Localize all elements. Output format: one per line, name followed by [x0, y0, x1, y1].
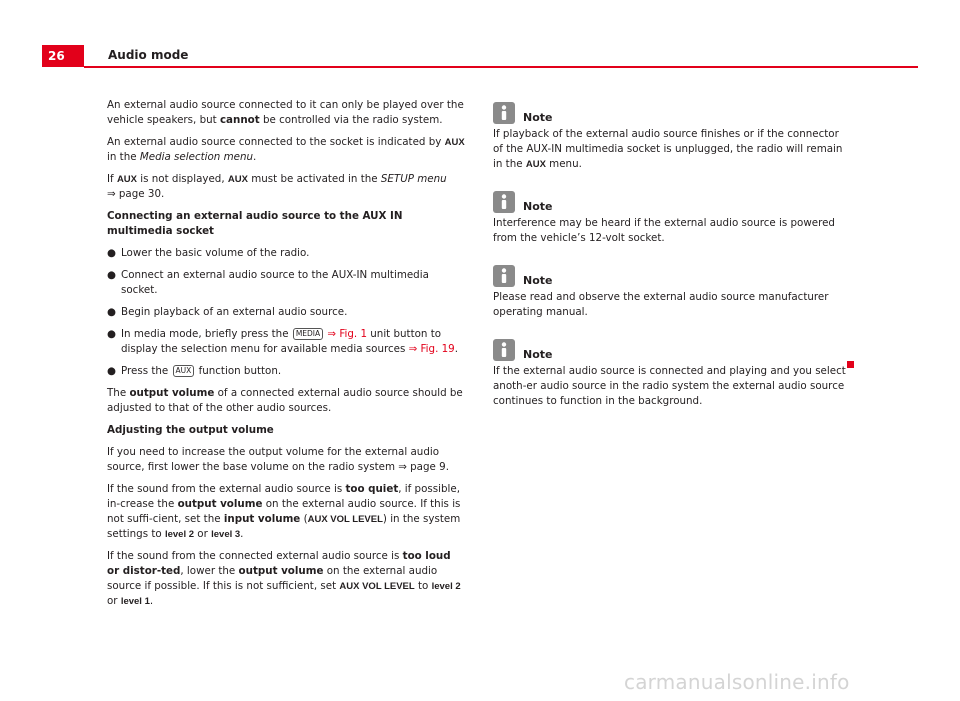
left-column [107, 98, 465, 616]
header-rule [84, 66, 918, 68]
paragraph-setup: If AUX is not displayed, AUX must be activated in the SETUP menu ⇒ page 30. [107, 173, 447, 200]
section-end-marker [847, 361, 854, 368]
section-title: Audio mode [108, 48, 189, 62]
info-icon [493, 339, 515, 361]
page-number: 26 [42, 45, 84, 67]
paragraph-too-quiet: If the sound from the external audio source is too quiet, if possible, in-crease the output volume on the external audio source. If this is not suffi-cient, set the input volume (AUX VOL LEVEL) in the system settings to level 2 or level 3. [107, 483, 461, 540]
note-text: Interference may be heard if the external audio source is powered from the vehicle’s 12-volt socket. [493, 217, 835, 244]
note-text: If playback of the external audio source finishes or if the connector of the AUX-IN multimedia socket is unplugged, the radio will remain in the AUX menu. [493, 128, 843, 170]
media-key: MEDIA [293, 328, 323, 340]
paragraph-increase: If you need to increase the output volume for the external audio source, first lower the base volume on the radio system ⇒ page 9. [107, 446, 449, 473]
fig-19-link[interactable]: ⇒ Fig. 19 [408, 343, 455, 355]
right-column [493, 101, 848, 427]
info-icon [493, 265, 515, 287]
paragraph-too-loud: If the sound from the connected external audio source is too loud or distor-ted, lower the output volume on the external audio source if possible. If this is not sufficient, set AUX VOL LEVEL to level 2 or level 1. [107, 550, 461, 607]
list-item: ● Lower the basic volume of the radio. [107, 247, 310, 259]
info-icon [493, 102, 515, 124]
note-label: Note [523, 273, 553, 287]
note-label: Note [523, 110, 553, 124]
note-block [493, 101, 848, 172]
list-item: ● Connect an external audio source to the AUX-IN multimedia socket. [107, 269, 429, 296]
heading-adjusting: Adjusting the output volume [107, 424, 274, 436]
note-block [493, 190, 848, 246]
note-block [493, 264, 848, 320]
paragraph-intro: An external audio source connected to it can only be played over the vehicle speakers, but cannot be controlled via the radio system. [107, 99, 464, 126]
list-item: ● Begin playback of an external audio source. [107, 306, 348, 318]
fig-1-link[interactable]: ⇒ Fig. 1 [327, 328, 367, 340]
list-item: ● In media mode, briefly press the MEDIA ⇒ Fig. 1 unit button to display the selection menu for available media sources ⇒ Fig. 19. [107, 328, 459, 355]
page-header [42, 45, 918, 68]
watermark: carmanualsonline.info [624, 670, 850, 694]
note-text: If the external audio source is connected and playing and you select anoth-er audio source in the radio system the external audio source continues to function in the background. [493, 365, 846, 407]
paragraph-indicator: An external audio source connected to the socket is indicated by AUX in the Media selection menu. [107, 136, 465, 163]
note-label: Note [523, 199, 553, 213]
note-label: Note [523, 347, 553, 361]
info-icon [493, 191, 515, 213]
aux-key: AUX [173, 365, 195, 377]
paragraph-output-volume: The output volume of a connected external audio source should be adjusted to that of the other audio sources. [107, 387, 463, 414]
note-text: Please read and observe the external audio source manufacturer operating manual. [493, 291, 829, 318]
heading-connecting: Connecting an external audio source to the AUX IN multimedia socket [107, 210, 403, 237]
note-block [493, 338, 848, 409]
list-item: ● Press the AUX function button. [107, 365, 282, 377]
